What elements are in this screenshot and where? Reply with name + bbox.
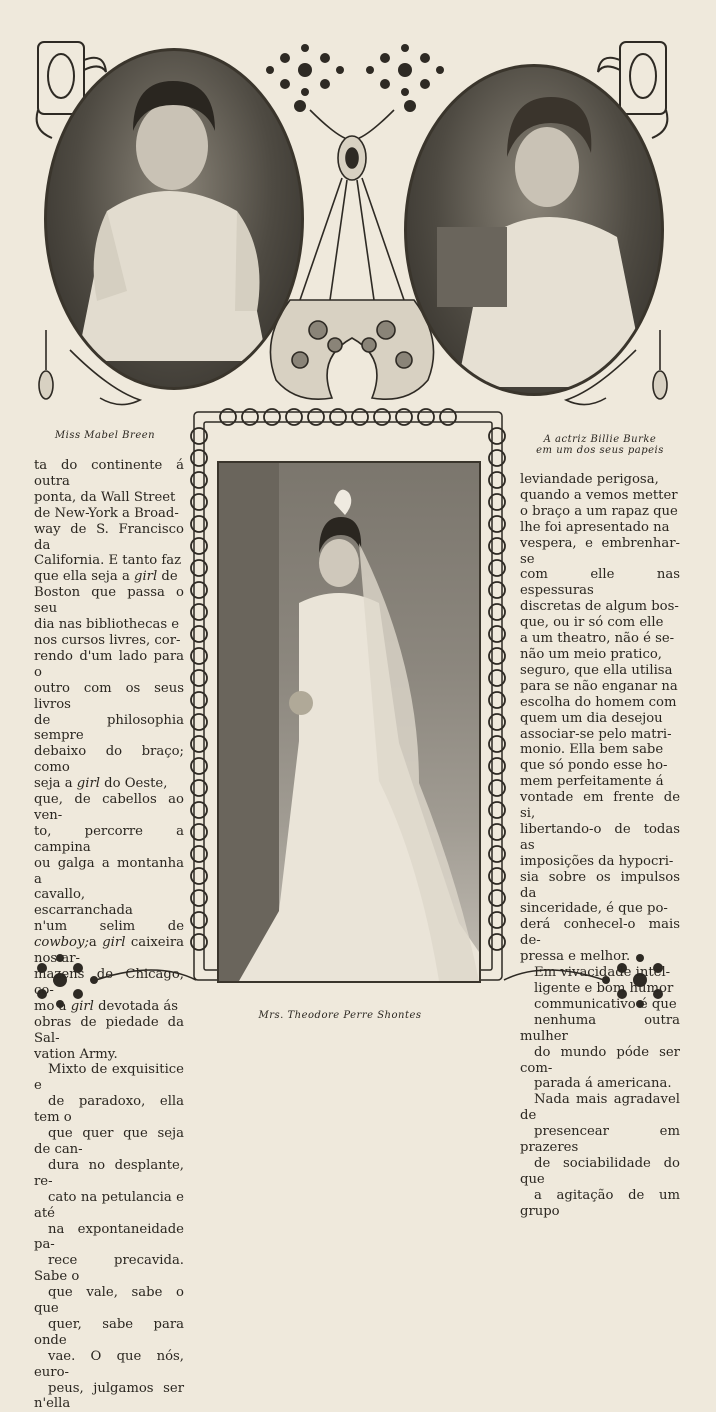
text-line <box>520 599 680 615</box>
text-line <box>520 774 680 790</box>
text-fragment: para se não enganar na <box>520 678 678 694</box>
italic-word: girl <box>102 935 126 951</box>
text-fragment: que, de cabellos ao ven- <box>34 792 184 823</box>
text-fragment: com elle nas espessuras <box>520 567 680 599</box>
text-line <box>34 681 184 713</box>
text-fragment: nos cursos livres, cor- <box>34 632 181 648</box>
jewel-cluster-top-right <box>366 44 444 112</box>
text-line <box>520 917 680 949</box>
text-fragment: que vale, sabe o que <box>34 1285 184 1317</box>
text-fragment: do Oeste, <box>99 776 168 792</box>
text-fragment: de sociabilidade do que <box>520 1155 680 1187</box>
text-fragment: seguro, que ella utilisa <box>520 662 673 678</box>
text-line <box>34 1317 184 1349</box>
italic-word: girl <box>70 998 94 1014</box>
text-fragment: outro com os seus livros <box>34 680 184 712</box>
text-fragment: quer, sabe para onde <box>34 1316 184 1348</box>
text-fragment: que ella seja a <box>34 569 134 585</box>
text-fragment: o braço a um rapaz que <box>520 503 678 519</box>
text-line <box>520 504 680 520</box>
text-fragment: presencear em prazeres <box>520 1124 680 1156</box>
text-fragment: ligente e bom humor <box>534 981 674 996</box>
text-line <box>34 1381 184 1412</box>
caption-bottom: Mrs. Theodore Perre Shontes <box>258 1010 422 1021</box>
paragraph <box>34 458 184 1062</box>
text-line <box>520 1076 680 1092</box>
text-fragment: quando a vemos metter <box>520 487 678 503</box>
text-fragment: derá conhecel-o mais de- <box>520 917 680 949</box>
italic-word: cowboy; <box>34 935 89 951</box>
text-line <box>520 695 680 711</box>
text-line <box>34 649 184 681</box>
text-line <box>520 949 680 965</box>
text-fragment: que só pondo esse ho- <box>520 758 668 774</box>
text-fragment: sinceridade, é que po- <box>520 901 668 917</box>
text-fragment: vae. O que nós, euro- <box>34 1348 184 1380</box>
text-line <box>34 633 184 649</box>
text-fragment: vation Army. <box>34 1046 118 1062</box>
text-column-right <box>520 472 680 1220</box>
text-line <box>34 856 184 888</box>
text-line <box>34 1158 184 1190</box>
text-fragment: vespera, e embrenhar-se <box>520 535 680 567</box>
text-line <box>34 967 184 999</box>
text-column-left <box>34 458 184 1412</box>
text-fragment: nenhuma outra mulher <box>520 1012 680 1044</box>
text-line <box>34 1222 184 1254</box>
text-line <box>520 663 680 679</box>
text-fragment: que, ou ir só com elle <box>520 615 664 631</box>
text-fragment: ta do continente á outra <box>34 458 184 489</box>
text-fragment: ponta, da Wall Street <box>34 489 176 505</box>
text-line <box>520 631 680 647</box>
text-fragment: libertando-o de todas as <box>520 821 680 853</box>
text-fragment: rendo d'um lado para o <box>34 648 184 680</box>
text-line <box>520 727 680 743</box>
paragraph <box>520 965 680 1220</box>
text-fragment: vontade em frente de si, <box>520 790 680 822</box>
caption-right-line1: A actriz Billie Burke <box>543 434 657 445</box>
text-line <box>34 1285 184 1317</box>
text-fragment: mo a <box>34 998 71 1014</box>
text-line <box>34 744 184 776</box>
text-fragment: imposições da hypocri- <box>520 853 674 869</box>
text-line <box>520 488 680 504</box>
text-line <box>520 790 680 822</box>
text-fragment: de <box>157 569 178 585</box>
text-line <box>520 1124 680 1156</box>
text-line <box>34 617 184 633</box>
text-line <box>34 522 184 554</box>
text-line <box>34 919 184 967</box>
text-fragment: Boston que passa o seu <box>34 585 184 617</box>
text-line <box>34 1126 184 1158</box>
text-fragment: ou galga a montanha a <box>34 855 184 887</box>
text-fragment: obras de piedade da Sal- <box>34 1014 184 1046</box>
text-fragment: quem um dia desejou <box>520 710 663 726</box>
text-line <box>520 1092 680 1124</box>
jewel-cluster-top-left <box>266 44 344 112</box>
text-line <box>34 887 184 919</box>
text-fragment: na expontaneidade pa- <box>34 1221 184 1253</box>
text-fragment: devotada ás <box>93 998 179 1014</box>
portrait-figure <box>47 51 301 387</box>
text-line <box>520 647 680 663</box>
text-line <box>34 713 184 745</box>
text-line <box>520 981 680 997</box>
italic-word: girl <box>76 776 100 792</box>
text-fragment: California. E tanto faz <box>34 553 182 569</box>
text-line <box>520 679 680 695</box>
text-line <box>34 824 184 856</box>
text-line <box>520 520 680 536</box>
text-line <box>34 1015 184 1047</box>
text-line <box>520 615 680 631</box>
caption-left: Miss Mabel Breen <box>54 430 156 441</box>
text-line <box>520 822 680 854</box>
text-fragment: lhe foi apresentado na <box>520 519 670 535</box>
text-line <box>520 742 680 758</box>
text-fragment: do mundo póde ser com- <box>520 1044 680 1076</box>
text-fragment: pressa e melhor. <box>520 949 631 965</box>
text-fragment: sia sobre os impulsos da <box>520 869 680 901</box>
text-fragment: escolha do homem com <box>520 694 677 710</box>
text-fragment: peus, julgamos ser n'ella <box>34 1380 184 1412</box>
text-fragment: monio. Ella bem sabe <box>520 742 664 758</box>
portrait-mabel-breen <box>44 48 304 390</box>
text-line <box>520 1045 680 1077</box>
text-line <box>34 792 184 824</box>
paragraph <box>34 1062 184 1412</box>
text-line <box>34 569 184 585</box>
text-line <box>520 965 680 981</box>
text-fragment: de philosophia sempre <box>34 712 184 744</box>
text-line <box>520 870 680 902</box>
text-fragment: mazens de Chicago, co- <box>34 967 184 998</box>
text-fragment: mem perfeitamente á <box>520 774 664 790</box>
text-line <box>34 1094 184 1126</box>
text-fragment: Mixto de exquisitice e <box>34 1062 184 1094</box>
caption-right <box>520 434 680 456</box>
text-fragment: a agitação de um grupo <box>520 1187 680 1219</box>
text-line <box>520 711 680 727</box>
text-fragment: rece precavida. Sabe o <box>34 1253 184 1285</box>
portrait-figure <box>407 67 661 393</box>
text-fragment: discretas de algum bos- <box>520 599 679 615</box>
text-fragment: dura no desplante, re- <box>34 1157 184 1189</box>
text-line <box>34 490 184 506</box>
text-fragment: Nada mais agradavel de <box>520 1092 680 1124</box>
text-line <box>34 1190 184 1222</box>
text-line <box>34 1047 184 1063</box>
text-fragment: que quer que seja de can- <box>34 1126 184 1157</box>
text-fragment: a <box>88 935 103 951</box>
text-fragment: seja a <box>34 776 77 792</box>
paragraph <box>520 472 680 965</box>
text-fragment: a um theatro, não é se- <box>520 631 675 647</box>
caption-right-line2: em um dos seus papeis <box>536 445 664 456</box>
text-line <box>520 472 680 488</box>
text-line <box>34 506 184 522</box>
italic-word: girl <box>134 569 158 585</box>
text-line <box>34 1062 184 1094</box>
text-fragment: parada á americana. <box>534 1076 672 1092</box>
text-fragment: debaixo do braço; como <box>34 744 184 776</box>
portrait-billie-burke <box>404 64 664 396</box>
text-line <box>520 758 680 774</box>
text-fragment: Em vivacidade intel- <box>534 965 671 981</box>
text-fragment: não um meio pratico, <box>520 646 662 662</box>
text-line <box>520 567 680 599</box>
text-line <box>520 901 680 917</box>
text-line <box>520 1013 680 1045</box>
text-line <box>34 1253 184 1285</box>
text-line <box>34 999 184 1015</box>
text-fragment: to, percorre a campina <box>34 823 184 855</box>
photo-theodore-perre-shontes <box>217 461 481 983</box>
text-line <box>34 585 184 617</box>
text-line <box>34 1349 184 1381</box>
text-fragment: leviandade perigosa, <box>520 472 659 487</box>
text-fragment: n'um selim de <box>34 919 184 935</box>
text-fragment: caixeira nos ar- <box>34 935 184 967</box>
text-fragment: way de S. Francisco da <box>34 521 184 553</box>
text-line <box>520 536 680 568</box>
bride-figure <box>219 463 479 981</box>
text-line <box>520 1188 680 1220</box>
text-line <box>520 997 680 1013</box>
text-fragment: de New-York a Broad- <box>34 505 179 521</box>
text-fragment: cavallo, escarranchada <box>34 887 133 919</box>
text-line <box>520 854 680 870</box>
text-line <box>34 553 184 569</box>
text-fragment: associar-se pelo matri- <box>520 726 672 742</box>
text-fragment: de paradoxo, ella tem o <box>34 1094 184 1126</box>
text-fragment: dia nas bibliothecas e <box>34 617 180 633</box>
text-line <box>520 1156 680 1188</box>
text-fragment: communicativo é que <box>534 996 677 1012</box>
text-line <box>34 776 184 792</box>
text-fragment: cato na petulancia e até <box>34 1189 184 1221</box>
text-line <box>34 458 184 490</box>
